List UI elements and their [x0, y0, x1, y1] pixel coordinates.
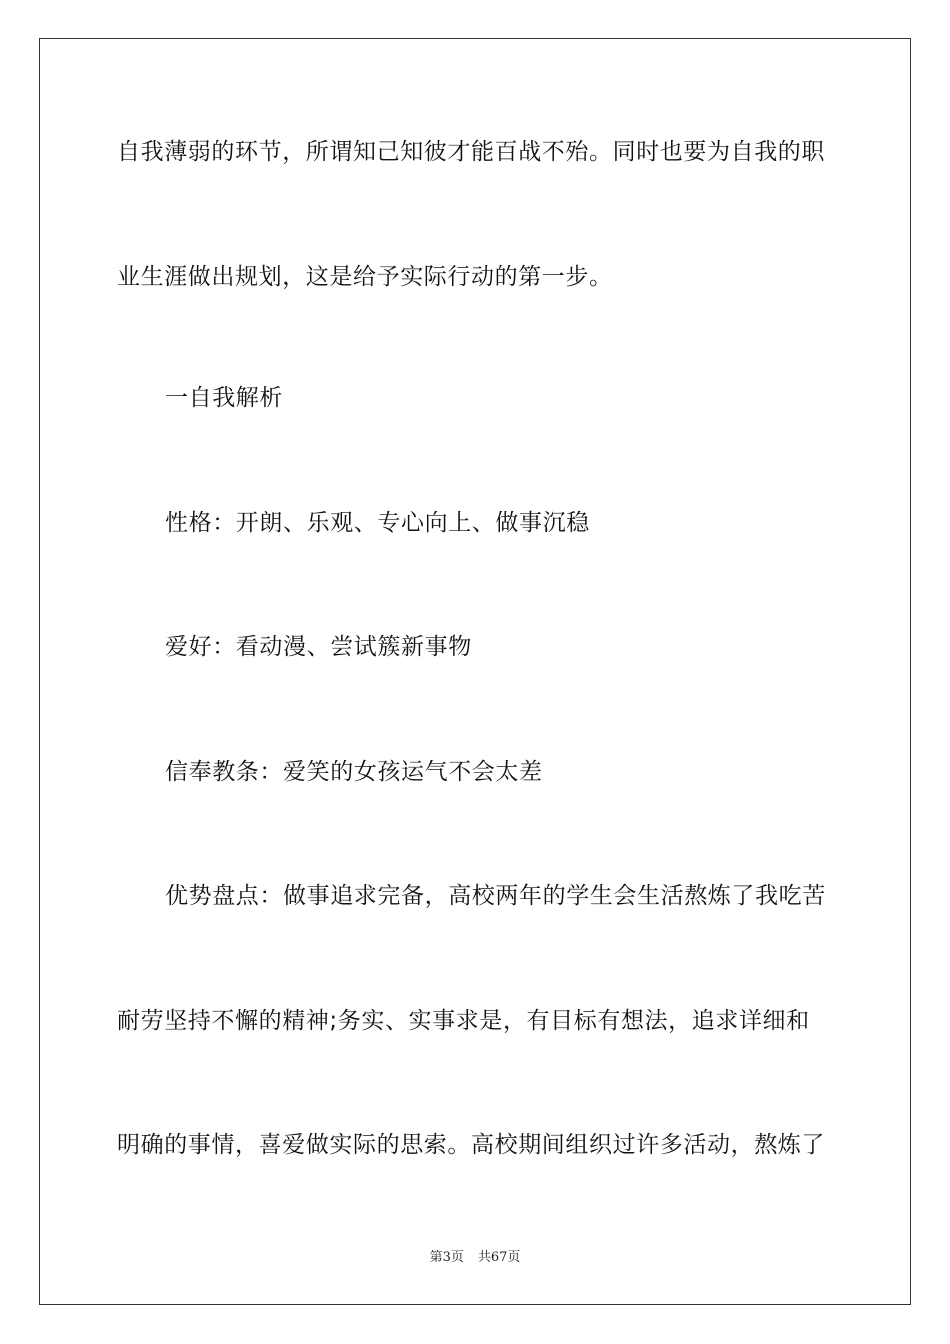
body-text-line: 优势盘点：做事追求完备，高校两年的学生会生活熬炼了我吃苦 — [165, 883, 826, 909]
section-heading: 一自我解析 — [165, 385, 283, 411]
page-border — [39, 38, 911, 1305]
body-text-line: 信奉教条：爱笑的女孩运气不会太差 — [165, 759, 543, 785]
body-text-line: 性格：开朗、乐观、专心向上、做事沉稳 — [165, 510, 590, 536]
page-number: 第3页 — [429, 1250, 464, 1265]
body-text-line: 自我薄弱的环节，所谓知己知彼才能百战不殆。同时也要为自我的职 — [117, 139, 825, 165]
body-text-line: 明确的事情，喜爱做实际的思索。高校期间组织过许多活动，熬炼了 — [117, 1132, 825, 1158]
body-text-line: 耐劳坚持不懈的精神;务实、实事求是，有目标有想法，追求详细和 — [117, 1008, 810, 1034]
page-total: 共67页 — [477, 1250, 521, 1265]
body-text-line: 业生涯做出规划，这是给予实际行动的第一步。 — [117, 264, 613, 290]
body-text-line: 爱好：看动漫、尝试簇新事物 — [165, 634, 472, 660]
page-footer — [0, 1246, 950, 1265]
